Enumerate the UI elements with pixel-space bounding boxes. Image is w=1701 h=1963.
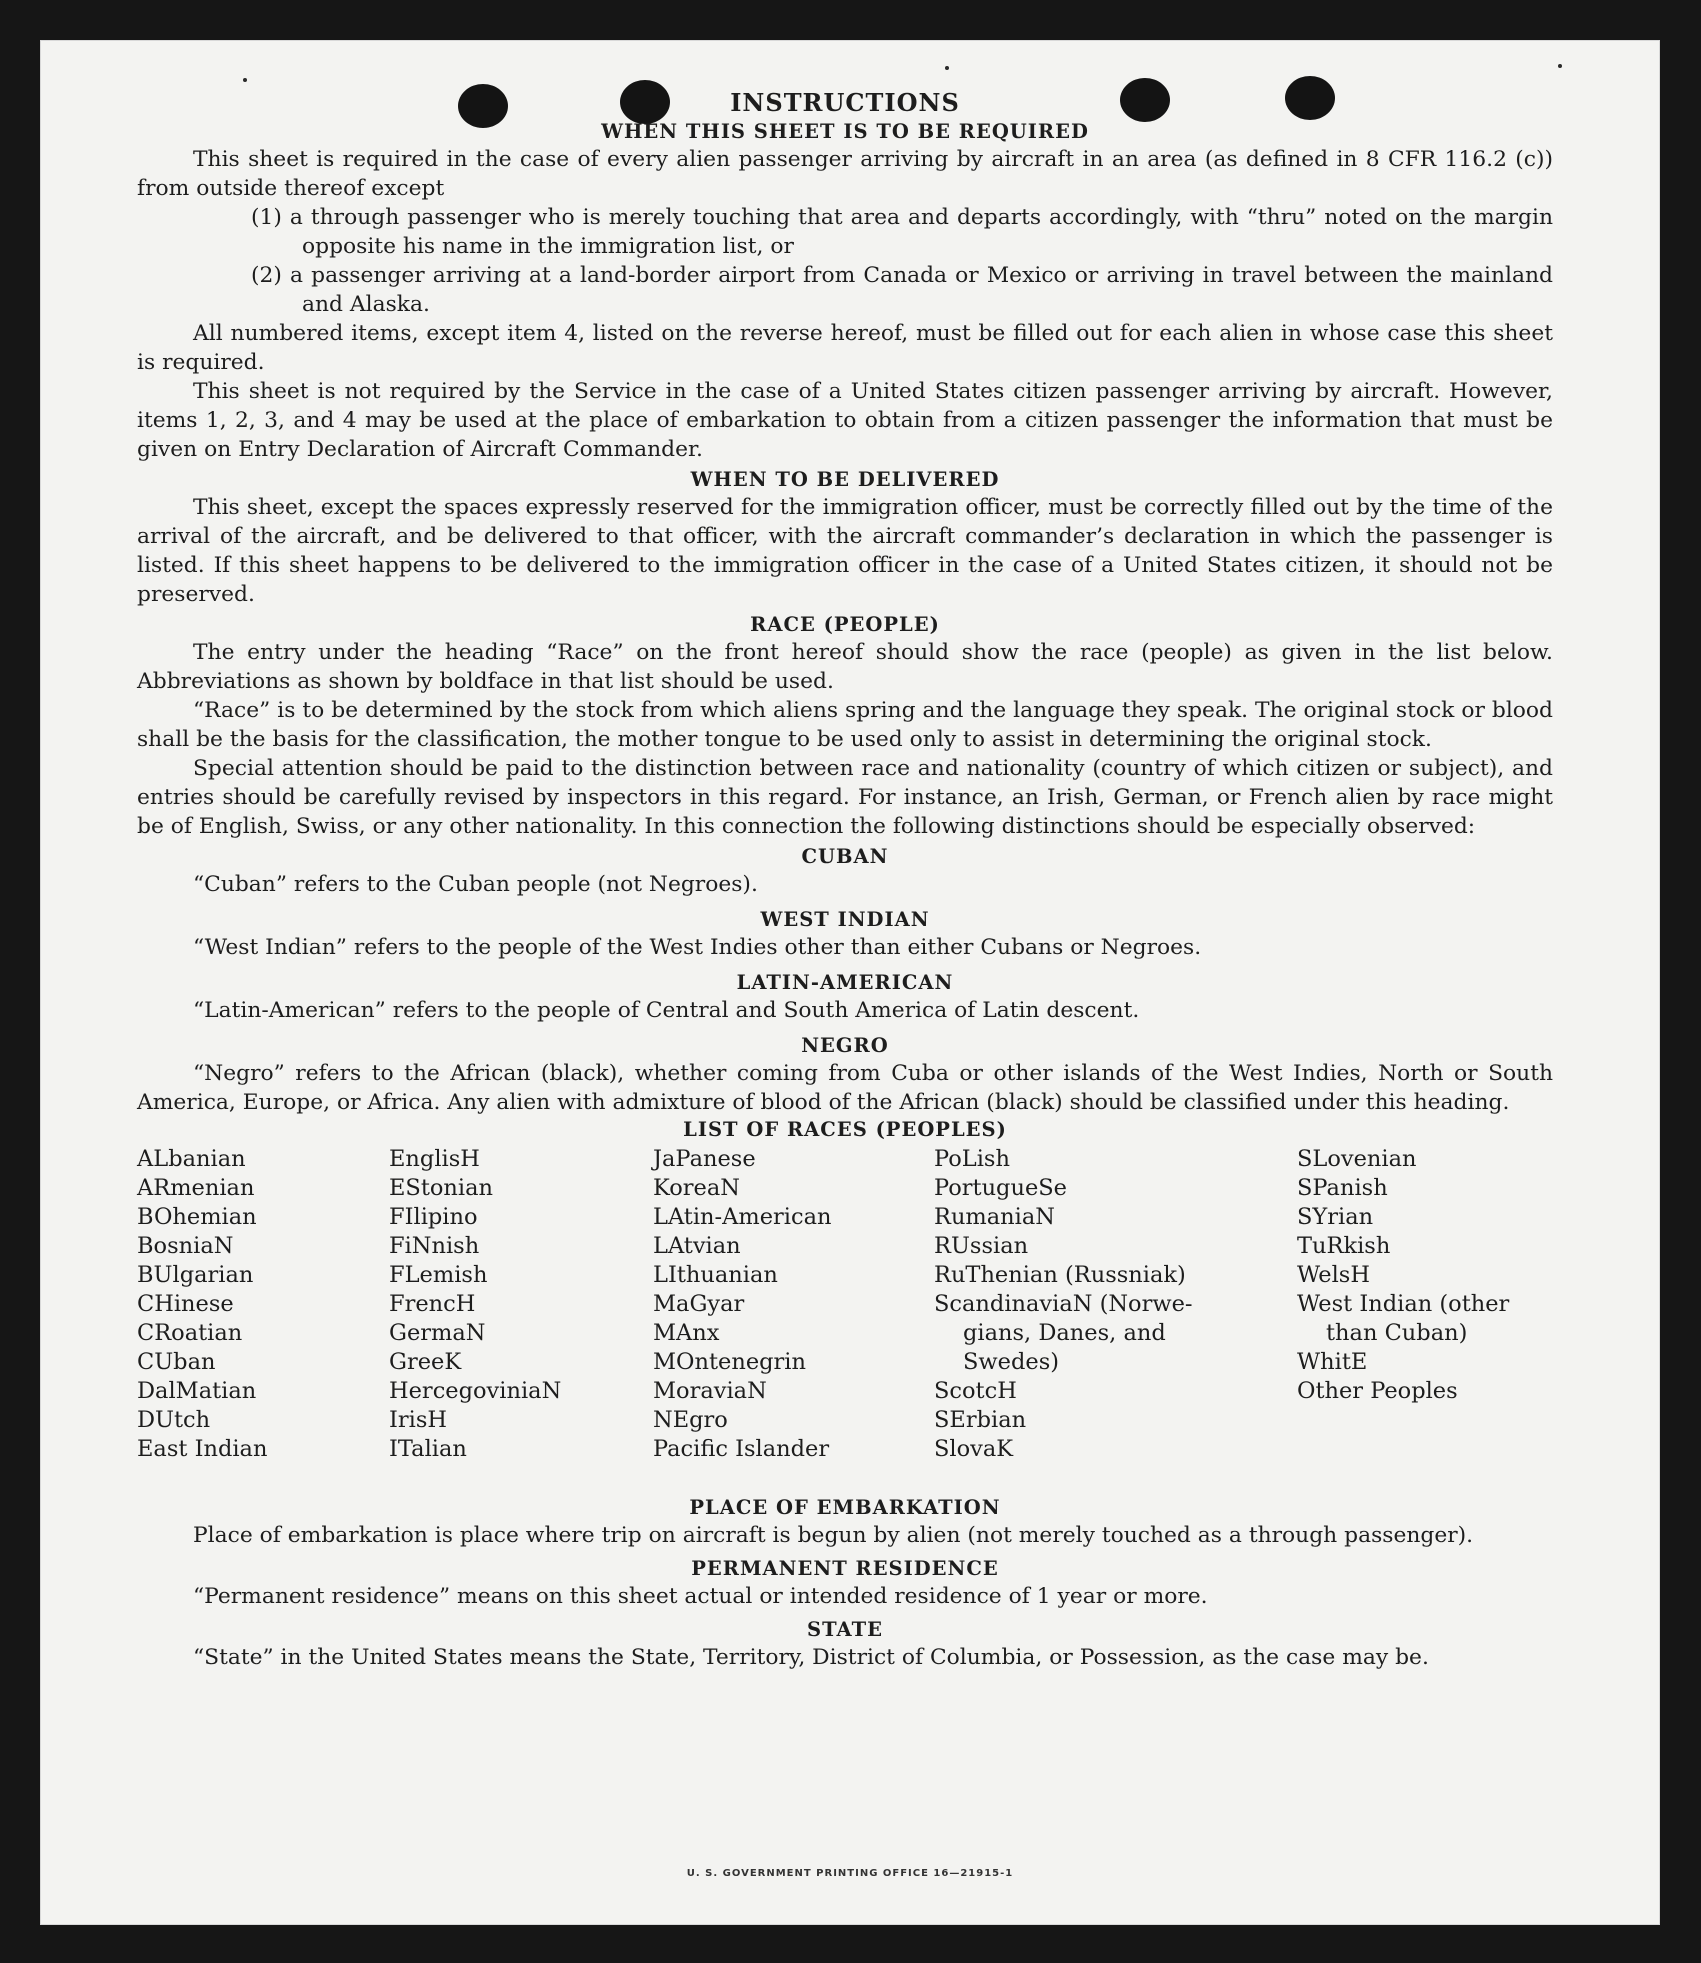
race-entry: FrencH [389,1291,476,1317]
paragraph: “Cuban” refers to the Cuban people (not Negroes). [193,872,758,897]
race-entry: SPanish [1297,1175,1388,1201]
paragraph: “Latin-American” refers to the people of Central and South America of Latin descent. [193,998,1140,1023]
paragraph: All numbered items, except item 4, listed on the reverse hereof, must be filled out for each alien in whose case this sheet is required. [137,321,1553,375]
race-entry: SErbian [934,1407,1027,1433]
list-item: (2) a passenger arriving at a land-border airport from Canada or Mexico or arriving in travel between the mainland and Alaska. [251,263,1553,317]
paragraph: “Permanent residence” means on this sheet actual or intended residence of 1 year or more. [193,1584,1208,1609]
race-entry: MoraviaN [653,1378,767,1404]
section-heading: LATIN-AMERICAN [736,971,954,994]
race-entry: CRoatian [137,1320,243,1346]
race-entry: SYrian [1297,1204,1374,1230]
race-entry: FLemish [389,1262,488,1288]
race-entry: ITalian [389,1436,467,1462]
paragraph: Special attention should be paid to the distinction between race and nationality (country of which citizen or subject), and entries should be carefully revised by inspectors in this regard. For instance, an Irish, German, or French alien by race might be of English, Swiss, or any other nationality. In this connection the following distinctions should be especially observed: [137,756,1553,839]
race-entry: LIthuanian [653,1262,778,1288]
race-entry: LAtvian [653,1233,741,1259]
race-entry: CUban [137,1349,216,1375]
race-entry: RuThenian (Russniak) [934,1262,1186,1288]
paragraph: This sheet is required in the case of every alien passenger arriving by aircraft in an area (as defined in 8 CFR 116.2 (c)) from outside thereof except [137,147,1553,201]
race-entry: KoreaN [653,1175,740,1201]
race-entry: than Cuban) [1326,1320,1468,1346]
section-heading: RACE (PEOPLE) [750,613,940,636]
race-entry: JaPanese [653,1146,756,1172]
race-entry: SLovenian [1297,1146,1417,1172]
race-entry: MAnx [653,1320,720,1346]
race-entry: BUlgarian [137,1262,254,1288]
race-entry: Other Peoples [1297,1378,1458,1404]
race-entry: PortugueSe [934,1175,1068,1201]
race-column [137,1145,267,1464]
paragraph: Place of embarkation is place where trip on aircraft is begun by alien (not merely touched as a through passenger). [193,1523,1474,1548]
race-list [137,1145,1553,1495]
section-heading: PERMANENT RESIDENCE [691,1557,999,1580]
race-entry: CHinese [137,1291,234,1317]
race-entry: HercegoviniaN [389,1378,562,1404]
page-title: INSTRUCTIONS [730,88,960,117]
race-entry: NEgro [653,1407,728,1433]
race-entry: Pacific Islander [653,1436,830,1462]
section-heading: WHEN TO BE DELIVERED [690,468,1000,491]
list-item: (1) a through passenger who is merely touching that area and departs accordingly, with “thru” noted on the margin opposite his name in the immigration list, or [251,205,1553,259]
race-entry: TuRkish [1297,1233,1391,1259]
printer-imprint: U. S. GOVERNMENT PRINTING OFFICE 16—21915-1 [686,1868,1014,1879]
section-heading: NEGRO [801,1034,889,1057]
paragraph: “Race” is to be determined by the stock from which aliens spring and the language they speak. The original stock or blood shall be the basis for the classification, the mother tongue to be used only to assist in determining the original stock. [137,698,1553,752]
race-entry: EnglisH [389,1146,480,1172]
race-entry: FIlipino [389,1204,478,1230]
instructions-content [137,88,1553,1672]
paragraph: This sheet is not required by the Service in the case of a United States citizen passenger arriving by aircraft. However, items 1, 2, 3, and 4 may be used at the place of embarkation to obtain from a citizen passenger the information that must be given on Entry Declaration of Aircraft Commander. [137,379,1553,462]
race-column [389,1145,561,1464]
race-entry: ScandinaviaN (Norwe- [934,1291,1193,1317]
paragraph: This sheet, except the spaces expressly reserved for the immigration officer, must be correctly filled out by the time of the arrival of the aircraft, and be delivered to that officer, with the aircraft commander’s declaration in which the passenger is listed. If this sheet happens to be delivered to the immigration officer in the case of a United States citizen, it should not be preserved. [137,495,1553,607]
section-heading: STATE [807,1618,883,1641]
race-column [934,1145,1224,1464]
section-heading: WHEN THIS SHEET IS TO BE REQUIRED [601,120,1089,143]
race-entry: WhitE [1297,1349,1368,1375]
race-entry: ALbanian [137,1146,246,1172]
section-heading: LIST OF RACES (PEOPLES) [683,1118,1007,1141]
paragraph: “State” in the United States means the State, Territory, District of Columbia, or Possession, as the case may be. [193,1645,1429,1670]
race-column [653,1145,831,1464]
race-entry: FiNnish [389,1233,480,1259]
speck [243,78,247,82]
race-entry: ScotcH [934,1378,1017,1404]
race-entry: GreeK [389,1349,462,1375]
race-entry: GermaN [389,1320,486,1346]
race-entry: DUtch [137,1407,211,1433]
race-entry: West Indian (other [1297,1291,1510,1317]
section-heading: WEST INDIAN [760,908,930,931]
race-entry: Swedes) [963,1349,1060,1375]
speck [1558,64,1562,68]
race-entry: East Indian [137,1436,268,1462]
race-entry: RUssian [934,1233,1029,1259]
section-heading: PLACE OF EMBARKATION [689,1496,1001,1519]
race-entry: IrisH [389,1407,448,1433]
paragraph: “West Indian” refers to the people of the West Indies other than either Cubans or Negroes. [193,935,1202,960]
race-entry: ARmenian [137,1175,255,1201]
race-entry: WelsH [1297,1262,1370,1288]
speck [945,66,949,70]
race-entry: PoLish [934,1146,1010,1172]
paragraph: “Negro” refers to the African (black), whether coming from Cuba or other islands of the West Indies, North or South America, Europe, or Africa. Any alien with admixture of blood of the African (black) should be classified under this heading. [137,1061,1553,1115]
race-entry: gians, Danes, and [963,1320,1166,1346]
race-entry: MaGyar [653,1291,745,1317]
section-heading: CUBAN [801,845,889,868]
race-entry: LAtin-American [653,1204,832,1230]
race-column [1297,1145,1509,1406]
race-entry: BosniaN [137,1233,234,1259]
document-sheet [40,40,1660,1925]
race-entry: SlovaK [934,1436,1014,1462]
race-entry: RumaniaN [934,1204,1055,1230]
race-entry: MOntenegrin [653,1349,806,1375]
race-entry: DalMatian [137,1378,257,1404]
paragraph: The entry under the heading “Race” on the front hereof should show the race (people) as given in the list below. Abbreviations as shown by boldface in that list should be used. [137,640,1553,694]
race-entry: EStonian [389,1175,494,1201]
race-entry: BOhemian [137,1204,257,1230]
